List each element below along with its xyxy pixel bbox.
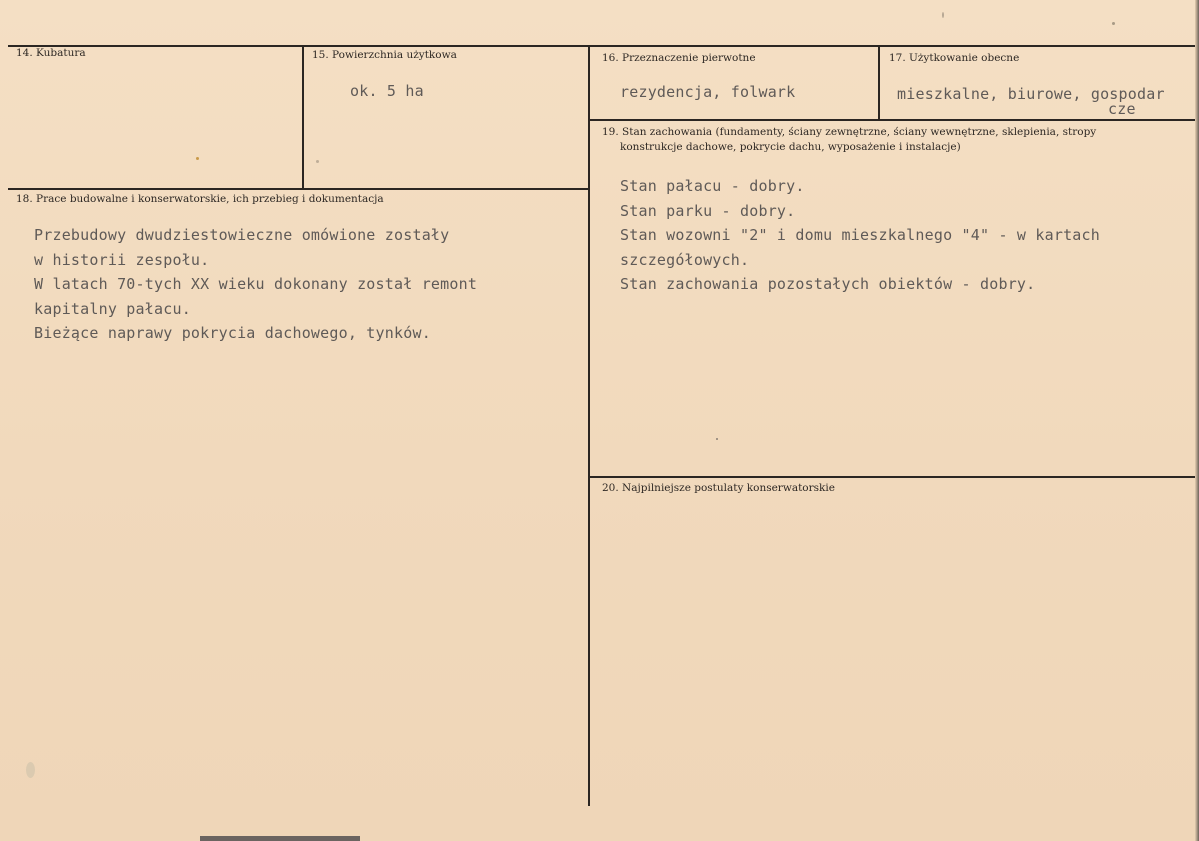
field-19-label-line1: 19. Stan zachowania (fundamenty, ściany zewnętrzne, ściany wewnętrzne, sklepienia, stropy xyxy=(602,126,1097,138)
field-15-value: ok. 5 ha xyxy=(350,82,424,100)
divider-16-17 xyxy=(878,46,880,119)
field-17-value-line1: mieszkalne, biurowe, gospodar xyxy=(897,85,1165,103)
paper-speck xyxy=(316,160,319,163)
paper-speck xyxy=(942,12,944,18)
rule-above-20 xyxy=(590,476,1196,478)
field-19-line: Stan pałacu - dobry. xyxy=(620,177,805,195)
scan-edge-mark xyxy=(200,836,360,841)
field-15-label: 15. Powierzchnia użytkowa xyxy=(312,49,457,61)
field-19-text xyxy=(620,174,1100,297)
field-18-line: Przebudowy dwudziestowieczne omówione zostały xyxy=(34,226,450,244)
card-edge-shadow xyxy=(1195,0,1199,841)
field-17-label: 17. Użytkowanie obecne xyxy=(889,52,1020,64)
field-19-label-line2: konstrukcje dachowe, pokrycie dachu, wyposażenie i instalacje) xyxy=(620,141,961,153)
paper-speck xyxy=(196,157,199,160)
field-18-text xyxy=(34,223,477,346)
field-18-label: 18. Prace budowalne i konserwatorskie, ich przebieg i dokumentacja xyxy=(16,193,384,205)
field-18-line: kapitalny pałacu. xyxy=(34,299,191,318)
divider-14-15 xyxy=(302,45,304,188)
field-19-line: szczegółowych. xyxy=(620,250,750,269)
field-16-value: rezydencja, folwark xyxy=(620,83,796,101)
field-17-value-line2: cze xyxy=(1108,100,1136,118)
paper-speck xyxy=(26,762,35,778)
rule-under-14-15 xyxy=(8,188,589,190)
field-19-line: Stan zachowania pozostałych obiektów - dobry. xyxy=(620,275,1036,293)
field-14-label: 14. Kubatura xyxy=(16,47,86,59)
field-19-line: Stan parku - dobry. xyxy=(620,201,796,220)
paper-speck xyxy=(716,438,718,440)
field-19-line: Stan wozowni "2" i domu mieszkalnego "4" - w kartach xyxy=(620,226,1100,244)
top-rule xyxy=(8,45,1198,47)
paper-speck xyxy=(1112,22,1115,25)
field-20-label: 20. Najpilniejsze postulaty konserwatorskie xyxy=(602,482,835,494)
divider-main-vertical xyxy=(588,45,590,806)
field-18-line: w historii zespołu. xyxy=(34,250,210,269)
field-18-line: Bieżące naprawy pokrycia dachowego, tynków. xyxy=(34,324,431,342)
field-18-line: W latach 70-tych XX wieku dokonany został remont xyxy=(34,275,478,293)
field-16-label: 16. Przeznaczenie pierwotne xyxy=(602,52,756,64)
rule-under-16-17 xyxy=(590,119,1196,121)
